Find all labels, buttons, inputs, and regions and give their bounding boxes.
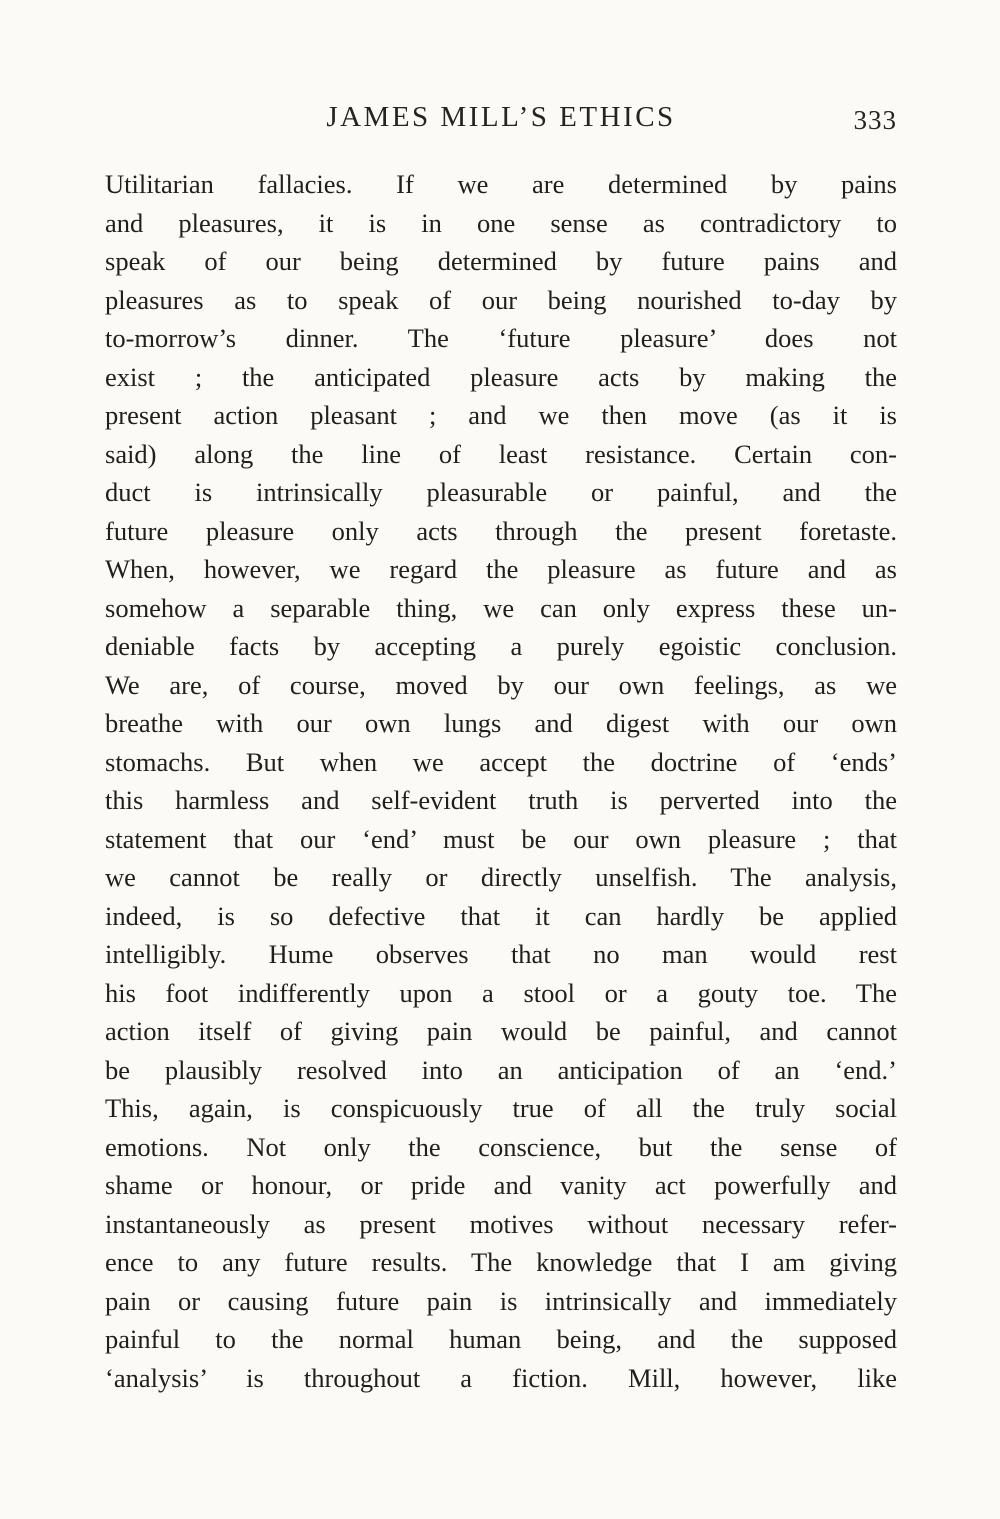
text-line: his foot indifferently upon a stool or a gouty toe. The (105, 977, 897, 1008)
text-line: we cannot be really or directly unselfish. The analysis, (105, 862, 897, 892)
text-line: be plausibly resolved into an anticipation of an ‘end.’ (105, 1054, 897, 1085)
text-line: future pleasure only acts through the present foretaste. (105, 515, 897, 546)
text-line: Utilitarian fallacies. If we are determined by pains (105, 169, 897, 199)
text-line: breathe with our own lungs and digest with our own (105, 708, 897, 738)
text-line: We are, of course, moved by our own feelings, as we (105, 669, 897, 700)
text-line: pain or causing future pain is intrinsically and immediately (105, 1285, 897, 1316)
text-line: ence to any future results. The knowledge that I am giving (105, 1247, 897, 1277)
text-line: emotions. Not only the conscience, but the sense of (105, 1131, 897, 1162)
page-body (105, 165, 897, 1397)
text-line: stomachs. But when we accept the doctrine of ‘ends’ (105, 746, 897, 777)
text-line: instantaneously as present motives without necessary refer- (105, 1208, 897, 1239)
text-line: to-morrow’s dinner. The ‘future pleasure’ does not (105, 323, 897, 353)
text-line: This, again, is conspicuously true of all the truly social (105, 1093, 897, 1123)
text-line: ‘analysis’ is throughout a fiction. Mill, however, like (105, 1362, 897, 1393)
text-line: speak of our being determined by future pains and (105, 246, 897, 276)
text-line: action itself of giving pain would be painful, and cannot (105, 1016, 897, 1046)
text-line: intelligibly. Hume observes that no man would rest (105, 939, 897, 969)
page-number: 333 (853, 105, 897, 135)
text-line: statement that our ‘end’ must be our own pleasure ; that (105, 823, 897, 854)
text-line: somehow a separable thing, we can only express these un- (105, 592, 897, 623)
text-line: exist ; the anticipated pleasure acts by making the (105, 361, 897, 392)
text-line: and pleasures, it is in one sense as contradictory to (105, 207, 897, 238)
text-line: indeed, is so defective that it can hardly be applied (105, 900, 897, 931)
text-line: deniable facts by accepting a purely egoistic conclusion. (105, 631, 897, 661)
text-line: painful to the normal human being, and the supposed (105, 1324, 897, 1354)
text-line: present action pleasant ; and we then move (as it is (105, 400, 897, 430)
text-line: duct is intrinsically pleasurable or painful, and the (105, 477, 897, 507)
text-line: this harmless and self-evident truth is perverted into the (105, 785, 897, 815)
page-header (105, 101, 897, 143)
text-line: said) along the line of least resistance. Certain con- (105, 438, 897, 469)
text-line: pleasures as to speak of our being nourished to-day by (105, 284, 897, 315)
text-line: When, however, we regard the pleasure as future and as (105, 554, 897, 584)
running-title: JAMES MILL’S ETHICS (326, 101, 676, 133)
text-line: shame or honour, or pride and vanity act powerfully and (105, 1170, 897, 1200)
